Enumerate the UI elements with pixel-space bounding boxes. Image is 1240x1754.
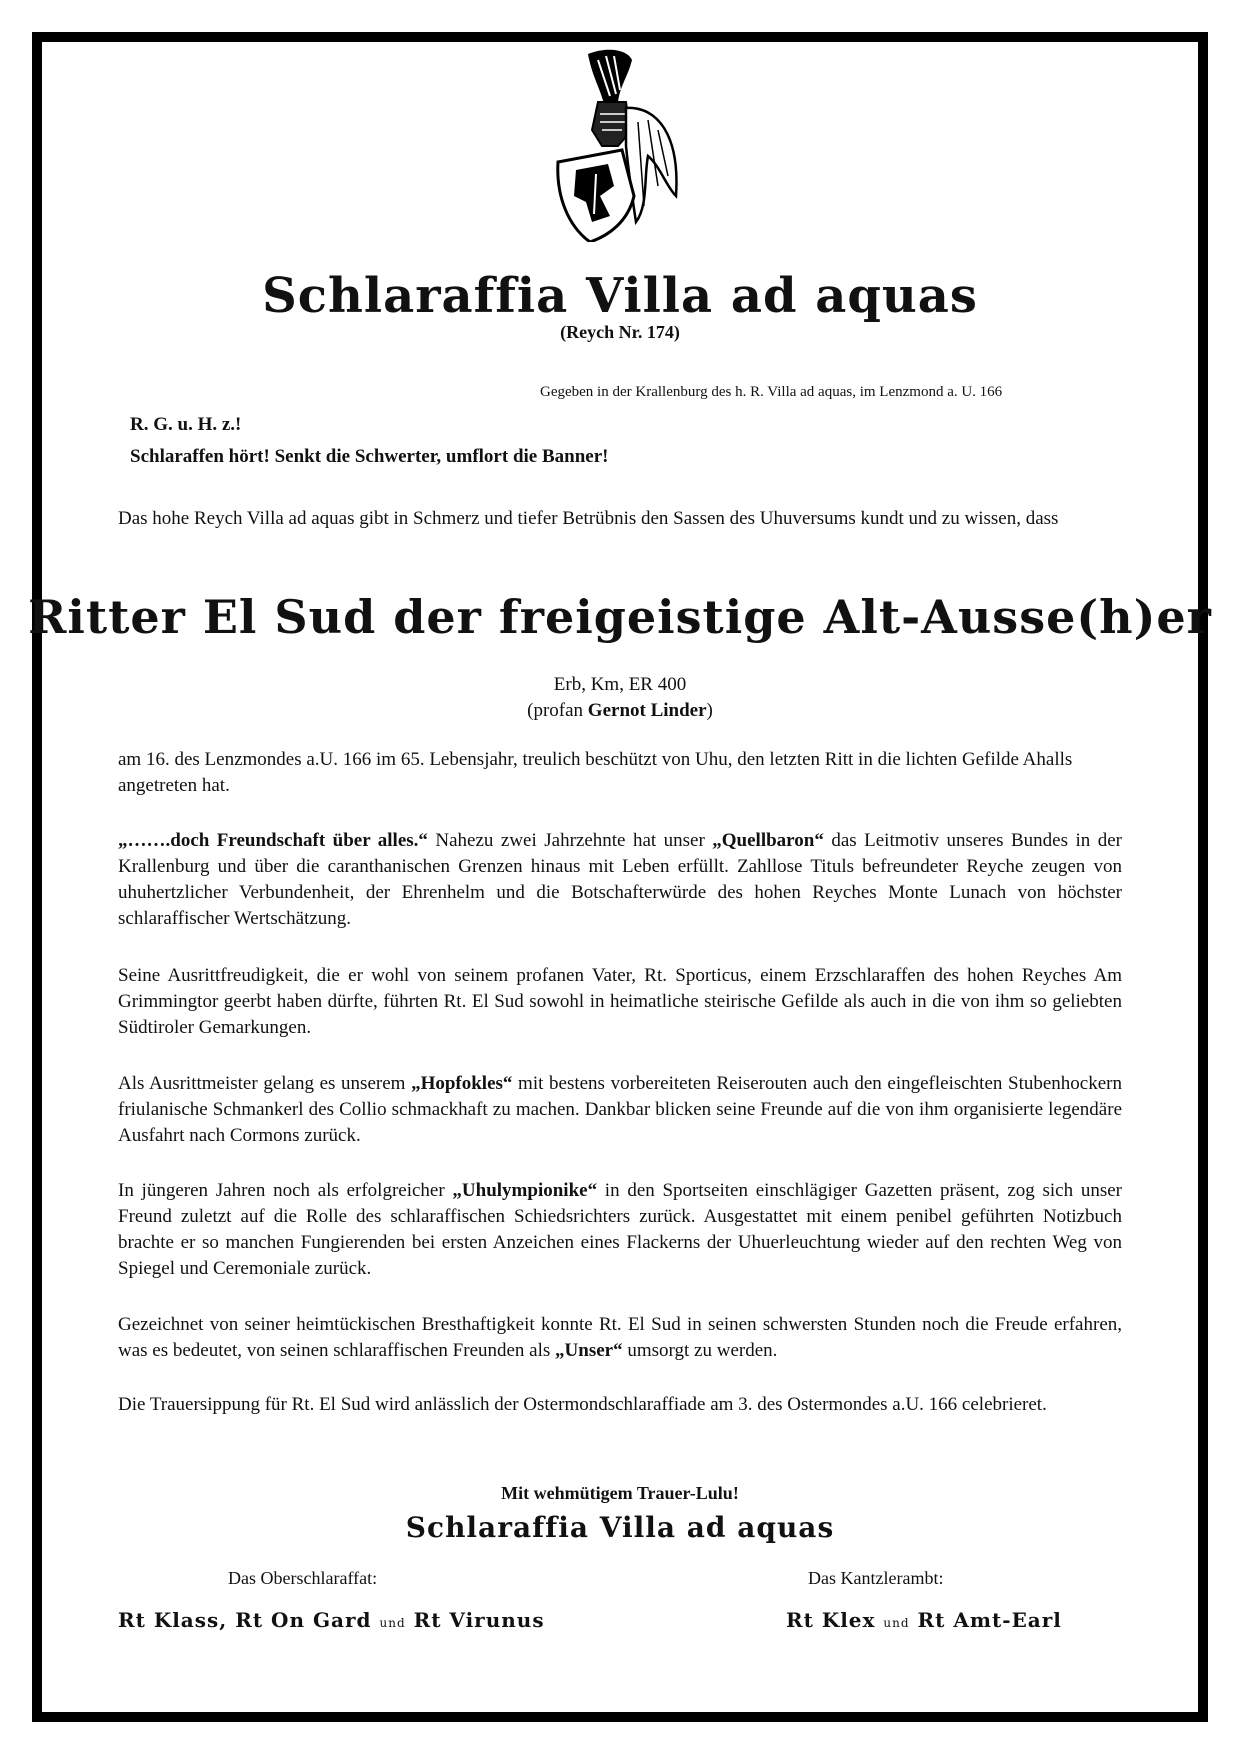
right-names-a: Rt Klex: [786, 1608, 884, 1632]
paragraph-7: Die Trauersippung für Rt. El Sud wird anlässlich der Ostermondschlaraffiade am 3. des Ostermondes a.U. 166 celebrieret.: [118, 1394, 1047, 1415]
oberschlaraffat-signatures: [118, 1608, 545, 1632]
quote-bold: „…….doch Freundschaft über alles.“: [118, 830, 428, 851]
p5-text-1: In jüngeren Jahren noch als erfolgreicher: [118, 1180, 453, 1201]
left-names-a: Rt Klass, Rt On Gard: [118, 1608, 380, 1632]
profan-name: Gernot Linder: [587, 700, 707, 721]
right-und: und: [883, 1616, 910, 1630]
dateline: Gegeben in der Krallenburg des h. R. Villa ad aquas, im Lenzmond a. U. 166: [540, 384, 1003, 400]
profan-suffix: ): [706, 700, 713, 721]
greeting-line-2: Schlaraffen hört! Senkt die Schwerter, umflort die Banner!: [130, 446, 609, 467]
paragraph-6: [118, 1312, 1122, 1364]
coat-of-arms-icon: [548, 46, 688, 242]
p4-text-2: mit bestens vorbereiteten Reiserouten auch den eingefleischten Stubenhockern friulanische Schmankerl des Collio schmackhaft zu machen. Dankbar blicken seine Freunde auf die von ihm organisierte legendäre Ausfahrt nach Cormons zurück.: [118, 1073, 1122, 1146]
paragraph-2: [118, 828, 1122, 932]
nickname-quellbaron: „Quellbaron“: [712, 830, 824, 851]
oberschlaraffat-label: Das Oberschlaraffat:: [228, 1568, 378, 1588]
p2-text-1: Nahezu zwei Jahrzehnte hat unser: [427, 830, 713, 851]
p2-text-2: das Leitmotiv unseres Bundes in der Krallenburg und über die caranthanischen Grenzen hinaus mit Leben erfüllt. Zahllose Tituls befreundeter Reyche zeugen von uhuhertzlicher Verbundenheit, der Ehrenhelm und die Botschafterwürde des hohen Reyches Monte Lunach von höchster schlaraffischer Wertschätzung.: [118, 830, 1122, 929]
signature-title: Schlaraffia Villa ad aquas: [405, 1511, 835, 1544]
deceased-name: Ritter El Sud der freigeistige Alt-Ausse(h)er: [28, 590, 1212, 644]
nickname-uhulympionike: „Uhulympionike“: [452, 1180, 598, 1201]
nickname-hopfokles: „Hopfokles“: [411, 1073, 513, 1094]
reych-number: (Reych Nr. 174): [560, 322, 680, 342]
deceased-profan-name: [0, 700, 1240, 722]
profan-prefix: (profan: [527, 700, 588, 721]
right-names-b: Rt Amt-Earl: [909, 1608, 1062, 1632]
document-title: Schlaraffia Villa ad aquas: [262, 268, 978, 324]
paragraph-5: [118, 1178, 1122, 1282]
paragraph-1: am 16. des Lenzmondes a.U. 166 im 65. Lebensjahr, treulich beschützt von Uhu, den letzten Ritt in die lichten Gefilde Ahalls angetreten hat.: [118, 749, 1073, 796]
paragraph-3: Seine Ausrittfreudigkeit, die er wohl von seinem profanen Vater, Rt. Sporticus, einem Erzschlaraffen des hohen Reyches Am Grimmingtor geerbt haben dürfte, führten Rt. El Sud sowohl in heimatliche steirische Gefilde als auch in die von ihm so geliebten Südtiroler Gemarkungen.: [118, 965, 1122, 1038]
closing-line: Mit wehmütigem Trauer-Lulu!: [501, 1483, 739, 1503]
paragraph-4: [118, 1071, 1122, 1149]
p5-text-2: in den Sportseiten einschlägiger Gazetten präsent, zog sich unser Freund zuletzt auf die Rolle des schlaraffischen Schiedsrichters zurück. Ausgestattet mit einem penibel geführten Notizbuch brachte er so manchen Fungierenden bei ersten Anzeichen eines Flackerns der Uhuerleuchtung wieder auf den rechten Weg von Spiegel und Ceremoniale zurück.: [118, 1180, 1122, 1279]
greeting-line-1: R. G. u. H. z.!: [130, 414, 242, 435]
nickname-unser: „Unser“: [555, 1340, 623, 1361]
p6-text-1: Gezeichnet von seiner heimtückischen Bresthaftigkeit konnte Rt. El Sud in seinen schwersten Stunden noch die Freude erfahren, was es bedeutet, von seinen schlaraffischen Freunden als: [118, 1314, 1122, 1361]
intro-paragraph: Das hohe Reych Villa ad aquas gibt in Schmerz und tiefer Betrübnis den Sassen des Uhuversums kundt und zu wissen, dass: [118, 508, 1059, 529]
left-names-b: Rt Virunus: [405, 1608, 545, 1632]
p6-text-2: umsorgt zu werden.: [622, 1340, 778, 1361]
p4-text-1: Als Ausrittmeister gelang es unserem: [118, 1073, 412, 1094]
kantzlerambt-signatures: [786, 1608, 1062, 1632]
deceased-titles: Erb, Km, ER 400: [553, 674, 687, 695]
left-und: und: [379, 1616, 406, 1630]
kantzlerambt-label: Das Kantzlerambt:: [808, 1568, 944, 1588]
